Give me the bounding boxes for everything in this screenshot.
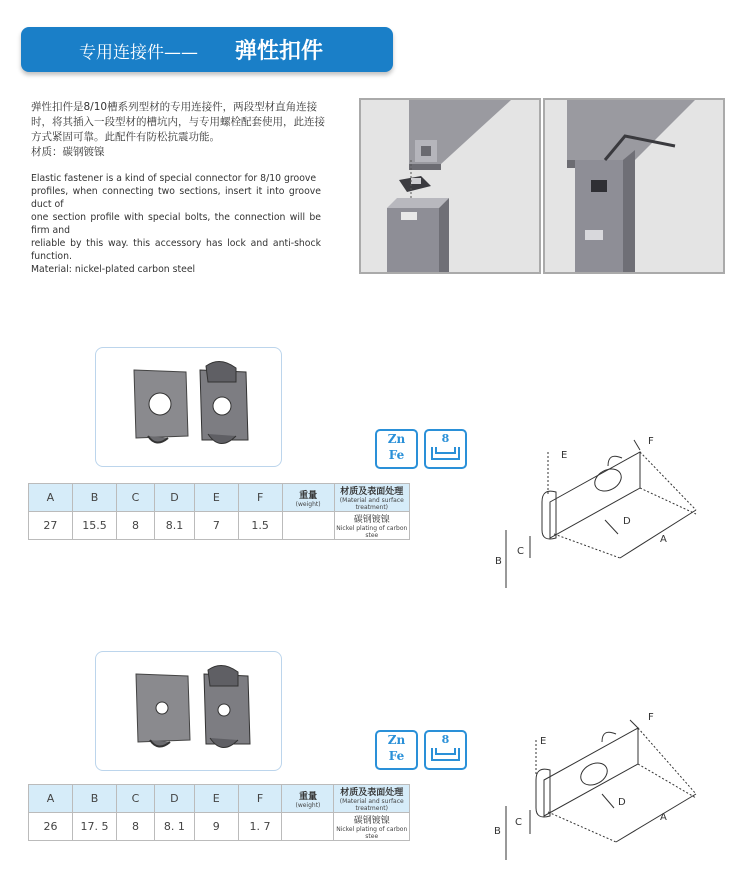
- header-b: B: [72, 785, 116, 813]
- cell-e: 7: [195, 512, 239, 540]
- header-a: A: [29, 785, 73, 813]
- english-description: [31, 172, 321, 276]
- cell-a: 26: [29, 813, 73, 841]
- header-f: F: [238, 785, 282, 813]
- cell-d: 8.1: [154, 512, 194, 540]
- badge-zn: Zn: [387, 733, 406, 747]
- table-row: [29, 813, 410, 841]
- cn-line: 方式紧固可靠。此配件有防松抗震功能。: [31, 131, 220, 143]
- title-banner: [21, 27, 393, 72]
- spec-table-1: [28, 483, 410, 540]
- diagram-label-f: F: [648, 436, 654, 447]
- diagram-label-e: E: [540, 736, 547, 747]
- banner-title: 弹性扣件: [235, 39, 324, 64]
- en-line: profiles, when connecting two sections, insert it into groove duct of: [31, 186, 321, 210]
- groove-badge: [424, 730, 467, 770]
- diagram-label-f: F: [648, 712, 654, 723]
- en-line: Material: nickel-plated carbon steel: [31, 264, 196, 275]
- header-weight: 重量 (weight): [282, 484, 334, 512]
- cn-line: 弹性扣件是8/10槽系列型材的专用连接件，两段型材直角连接: [31, 101, 318, 113]
- banner-subtitle: 专用连接件——: [79, 43, 198, 63]
- dimension-diagram-1: [490, 430, 720, 600]
- badge-fe: Fe: [388, 749, 405, 763]
- header-f: F: [238, 484, 282, 512]
- cn-line: 时，将其插入一段型材的槽坑内，与专用螺栓配套使用，此连接: [31, 116, 325, 128]
- diagram-label-d: D: [618, 797, 626, 808]
- cell-weight: [282, 813, 334, 841]
- diagram-label-b: B: [495, 556, 502, 567]
- header-material: 材质及表面处理 (Material and surface treatment): [334, 484, 409, 512]
- cell-a: 27: [29, 512, 73, 540]
- header-d: D: [154, 785, 194, 813]
- table-header-row: [29, 484, 410, 512]
- diagram-label-a: A: [660, 534, 667, 545]
- assembly-photo-assembled: [543, 98, 725, 274]
- table-header-row: [29, 785, 410, 813]
- header-d: D: [154, 484, 194, 512]
- cell-weight: [282, 512, 334, 540]
- chinese-description: [31, 100, 331, 160]
- diagram-label-b: B: [494, 826, 501, 837]
- groove-size: 8: [441, 733, 450, 746]
- cell-e: 9: [194, 813, 238, 841]
- header-a: A: [29, 484, 73, 512]
- spec-table-2: [28, 784, 410, 841]
- header-material: 材质及表面处理 (Material and surface treatment): [334, 785, 410, 813]
- en-line: one section profile with special bolts, the connection will be firm and: [31, 212, 321, 236]
- header-b: B: [72, 484, 116, 512]
- en-line: reliable by this way. this accessory has lock and anti-shock function.: [31, 238, 321, 262]
- diagram-label-e: E: [561, 450, 568, 461]
- badge-fe: Fe: [388, 448, 405, 462]
- cell-b: 15.5: [72, 512, 116, 540]
- cell-material: 碳钢镀镍 Nickel plating of carbon stee: [334, 512, 409, 540]
- header-e: E: [194, 785, 238, 813]
- diagram-label-c: C: [515, 817, 522, 828]
- header-c: C: [117, 484, 155, 512]
- cell-c: 8: [117, 512, 155, 540]
- material-badge-zn-fe: [375, 429, 418, 469]
- dimension-diagram-2: [490, 710, 720, 880]
- diagram-label-a: A: [660, 812, 667, 823]
- cell-f: 1. 7: [238, 813, 282, 841]
- header-c: C: [117, 785, 155, 813]
- cell-c: 8: [117, 813, 155, 841]
- cell-b: 17. 5: [72, 813, 116, 841]
- table-row: [29, 512, 410, 540]
- diagram-label-d: D: [623, 516, 631, 527]
- cn-line: 材质：碳钢镀镍: [31, 146, 105, 158]
- diagram-label-c: C: [517, 546, 524, 557]
- cell-material: 碳钢镀镍 Nickel plating of carbon stee: [334, 813, 410, 841]
- badge-zn: Zn: [387, 432, 406, 446]
- product-photo-1: [95, 347, 282, 467]
- en-line: Elastic fastener is a kind of special connector for 8/10 groove: [31, 173, 317, 184]
- cell-f: 1.5: [238, 512, 282, 540]
- groove-badge: [424, 429, 467, 469]
- product-photo-2: [95, 651, 282, 771]
- header-e: E: [195, 484, 239, 512]
- header-weight: 重量 (weight): [282, 785, 334, 813]
- material-badge-zn-fe: [375, 730, 418, 770]
- groove-size: 8: [441, 432, 450, 445]
- assembly-photo-exploded: [359, 98, 541, 274]
- cell-d: 8. 1: [154, 813, 194, 841]
